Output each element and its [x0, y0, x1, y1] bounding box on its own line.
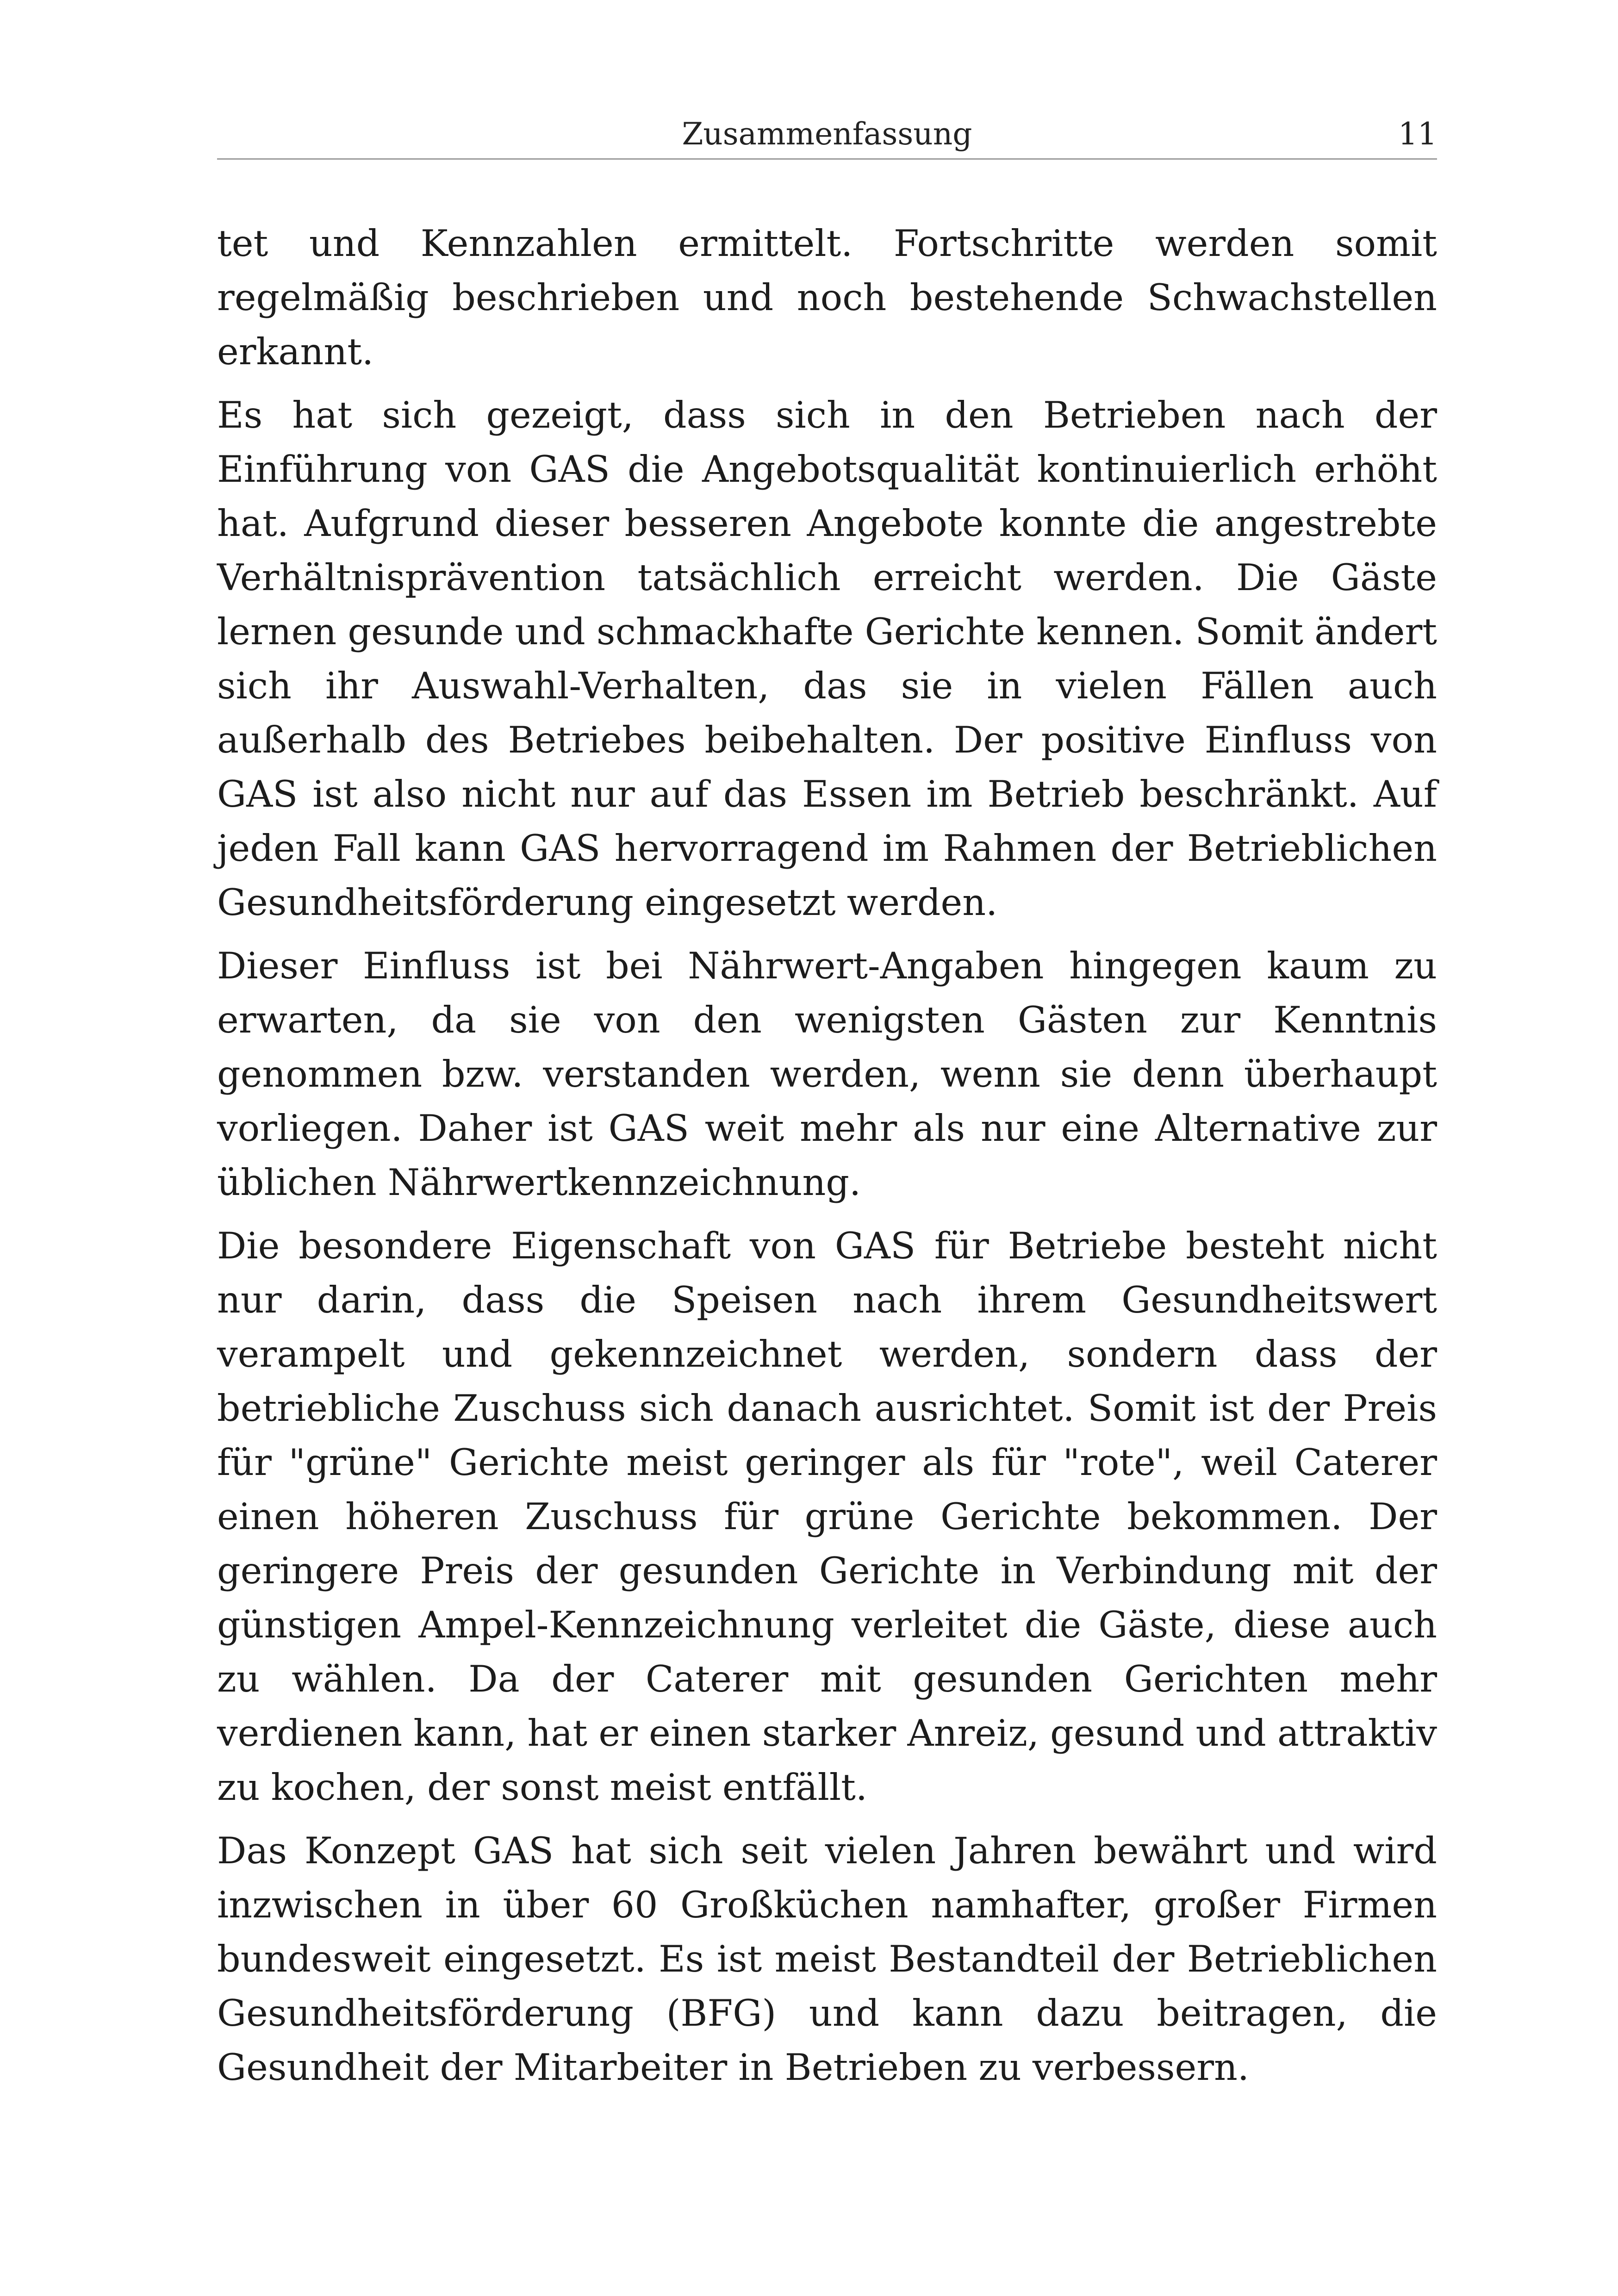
body-text	[217, 217, 1437, 2104]
paragraph-4: Die besondere Eigenschaft von GAS für Betriebe besteht nicht nur darin, dass die Speisen nach ihrem Gesundheitswert verampelt und gekennzeichnet werden, sondern dass der betriebliche Zuschuss sich danach ausrichtet. Somit ist der Preis für "grüne" Gerichte meist geringer als für "rote", weil Caterer einen höheren Zuschuss für grüne Gerichte bekommen. Der geringere Preis der gesunden Gerichte in Verbindung mit der günstigen Ampel-Kennzeichnung verleitet die Gäste, diese auch zu wählen. Da der Caterer mit gesunden Gerichten mehr verdienen kann, hat er einen starker Anreiz, gesund und attraktiv zu kochen, der sonst meist entfällt.	[217, 1225, 1437, 1809]
paragraph-5: Das Konzept GAS hat sich seit vielen Jahren bewährt und wird inzwischen in über 60 Großküchen namhafter, großer Firmen bundesweit eingesetzt. Es ist meist Bestandteil der Betrieblichen Gesundheitsförderung (BFG) und kann dazu beitragen, die Gesundheit der Mitarbeiter in Betrieben zu verbessern.	[217, 1829, 1437, 2089]
paragraph-2: Es hat sich gezeigt, dass sich in den Betrieben nach der Einführung von GAS die Angebotsqualität kontinuierlich erhöht hat. Aufgrund dieser besseren Angebote konnte die angestrebte Verhältnisprävention tatsächlich erreicht werden. Die Gäste lernen gesunde und schmackhafte Gerichte kennen. Somit ändert sich ihr Auswahl-Verhalten, das sie in vielen Fällen auch außerhalb des Betriebes beibehalten. Der positive Einfluss von GAS ist also nicht nur auf das Essen im Betrieb beschränkt. Auf jeden Fall kann GAS hervorragend im Rahmen der Betrieblichen Gesundheitsförderung eingesetzt werden.	[217, 394, 1437, 924]
paragraph-1: tet und Kennzahlen ermittelt. Fortschritte werden somit regelmäßig beschrieben und noch bestehende Schwachstellen erkannt.	[217, 222, 1437, 373]
header-rule	[217, 158, 1437, 160]
header-title: Zusammenfassung	[682, 116, 972, 152]
running-header	[217, 111, 1437, 162]
page-number: 11	[1398, 116, 1437, 152]
paragraph-3: Dieser Einfluss ist bei Nährwert-Angaben hingegen kaum zu erwarten, da sie von den wenigsten Gästen zur Kenntnis genommen bzw. verstanden werden, wenn sie denn überhaupt vorliegen. Daher ist GAS weit mehr als nur eine Alternative zur üblichen Nährwertkennzeichnung.	[217, 945, 1437, 1204]
